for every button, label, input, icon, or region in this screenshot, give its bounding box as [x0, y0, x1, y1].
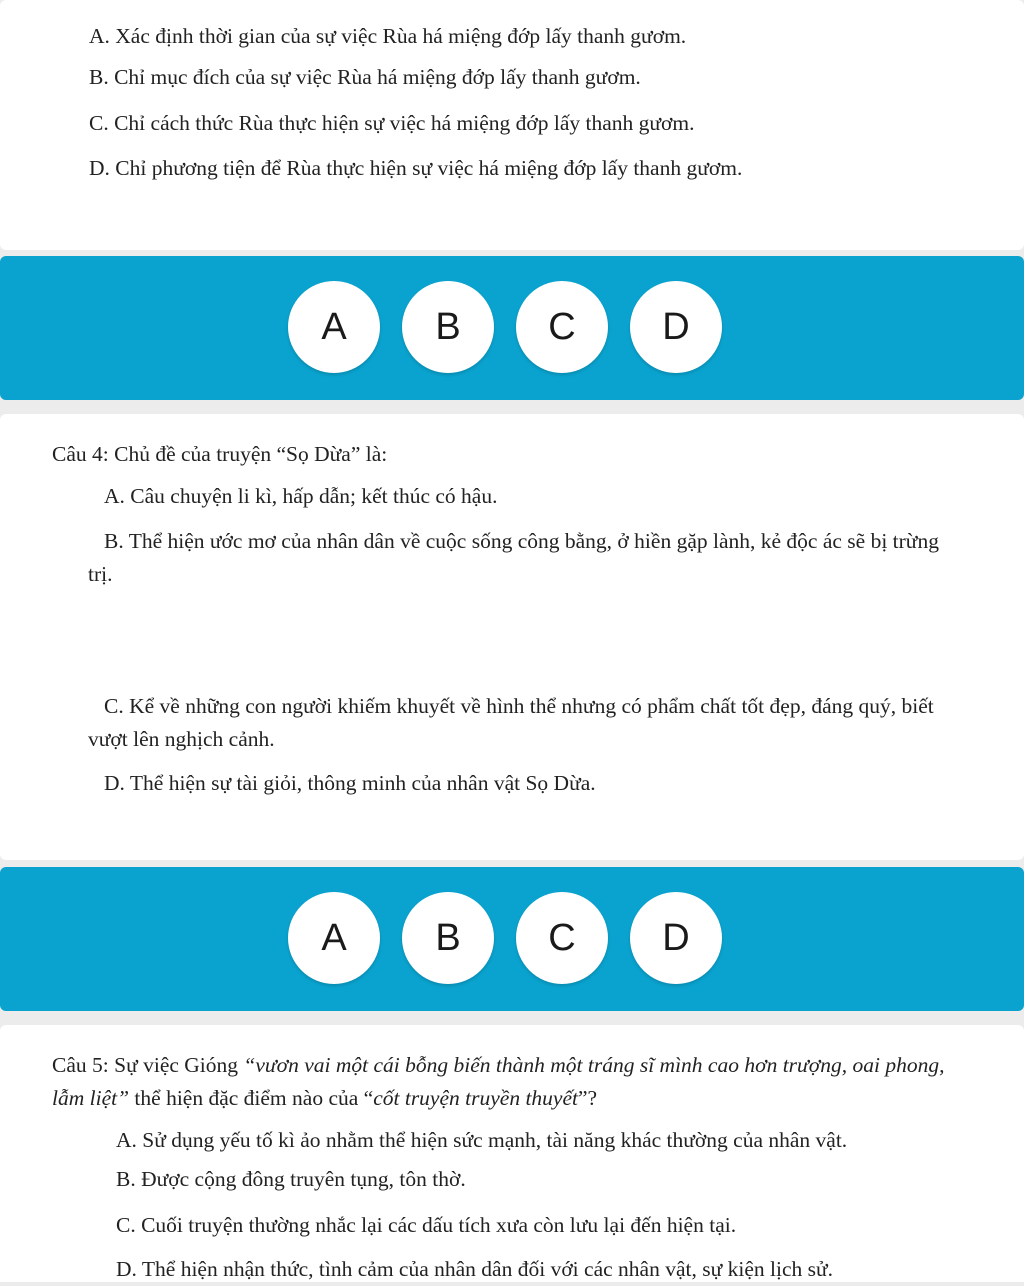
- q4-stem: Câu 4: Chủ đề của truyện “Sọ Dừa” là:: [52, 442, 388, 466]
- q5-option-b: B. Được cộng đông truyên tụng, tôn thờ.: [116, 1167, 466, 1191]
- answer-c-button[interactable]: C: [516, 281, 608, 373]
- answer-c-button[interactable]: C: [516, 892, 608, 984]
- answer-a-button[interactable]: A: [288, 281, 380, 373]
- question-5-card: [0, 1025, 1024, 1282]
- q5-stem-prefix: Câu 5: Sự việc Gióng: [52, 1053, 244, 1077]
- question-3-card: [0, 0, 1024, 250]
- answer-b-button[interactable]: B: [402, 892, 494, 984]
- question-4-card: [0, 414, 1024, 860]
- answer-band-2: [0, 867, 1024, 1011]
- answer-d-button[interactable]: D: [630, 281, 722, 373]
- q4-option-d: D. Thể hiện sự tài giỏi, thông minh của nhân vật Sọ Dừa.: [104, 771, 596, 795]
- q4-option-a: A. Câu chuyện li kì, hấp dẫn; kết thúc có hậu.: [104, 484, 498, 508]
- answer-a-button[interactable]: A: [288, 892, 380, 984]
- q4-option-c: C. Kể về những con người khiếm khuyết về hình thể nhưng có phẩm chất tốt đẹp, đáng quý, biết vượt lên nghịch cảnh.: [88, 694, 934, 751]
- q5-option-a: A. Sử dụng yếu tố kì ảo nhằm thể hiện sức mạnh, tài năng khác thường của nhân vật.: [116, 1128, 848, 1152]
- q5-stem-end: ”?: [577, 1086, 598, 1110]
- q4-option-b: B. Thể hiện ước mơ của nhân dân về cuộc sống công bằng, ở hiền gặp lành, kẻ độc ác sẽ bị trừng trị.: [88, 529, 939, 586]
- answer-b-button[interactable]: B: [402, 281, 494, 373]
- q3-option-c: C. Chỉ cách thức Rùa thực hiện sự việc há miệng đớp lấy thanh gươm.: [89, 111, 695, 135]
- q5-option-d: D. Thể hiện nhận thức, tình cảm của nhân dân đối với các nhân vật, sự kiện lịch sử.: [116, 1257, 834, 1281]
- q3-option-d: D. Chỉ phương tiện để Rùa thực hiện sự việc há miệng đớp lấy thanh gươm.: [89, 156, 743, 180]
- q5-stem-mid: thể hiện đặc điểm nào của “: [129, 1086, 374, 1110]
- q3-option-b: B. Chỉ mục đích của sự việc Rùa há miệng đớp lấy thanh gươm.: [89, 65, 641, 89]
- answer-band-1: [0, 256, 1024, 400]
- q5-stem-quote: “vươn vai một cái bỗng biến thành một tráng sĩ mình cao hơn trượng, oai phong, lẫm liệt”: [52, 1053, 945, 1110]
- q5-stem: [52, 1049, 982, 1115]
- q5-option-c: C. Cuối truyện thường nhắc lại các dấu tích xưa còn lưu lại đến hiện tại.: [116, 1213, 737, 1237]
- q5-stem-term: cốt truyện truyền thuyết: [373, 1086, 578, 1110]
- q3-option-a: A. Xác định thời gian của sự việc Rùa há miệng đớp lấy thanh gươm.: [89, 24, 687, 48]
- answer-d-button[interactable]: D: [630, 892, 722, 984]
